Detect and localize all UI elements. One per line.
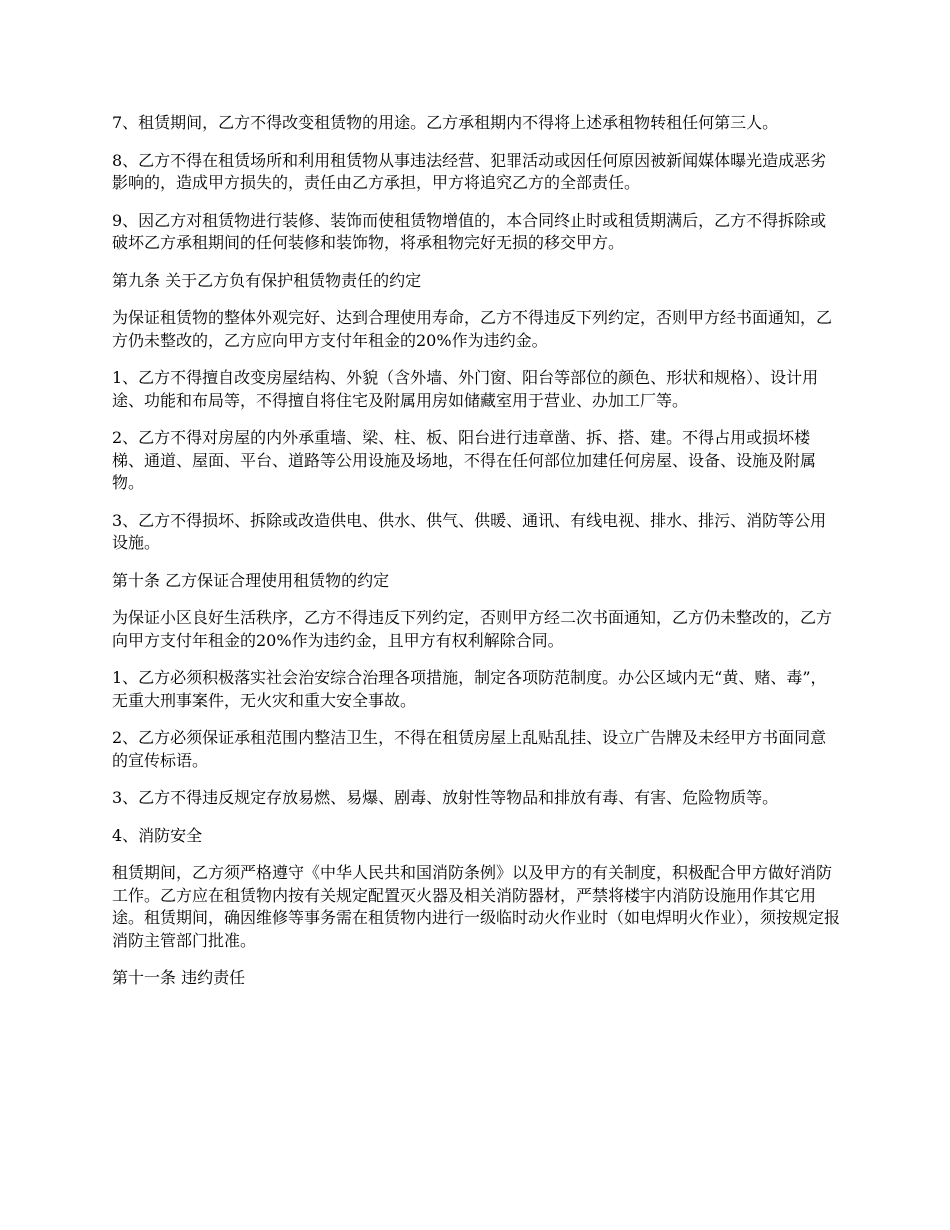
clause-9-1: 1、乙方不得擅自改变房屋结构、外貌（含外墙、外门窗、阳台等部位的颜色、形状和规格）、设计用途、功能和布局等，不得擅自将住宅及附属用房如储藏室用于营业、办加工厂等。 [112,368,819,410]
clause-10-1: 1、乙方必须积极落实社会治安综合治理各项措施，制定各项防范制度。办公区域内无“黄、赌、毒”，无重大刑事案件，无火灾和重大安全事故。 [112,668,827,710]
clause-10-3: 3、乙方不得违反规定存放易燃、易爆、剧毒、放射性等物品和排放有毒、有害、危险物质等。 [112,788,779,807]
clause-10-2: 2、乙方必须保证承租范围内整洁卫生，不得在租赁房屋上乱贴乱挂、设立广告牌及未经甲方书面同意的宣传标语。 [112,728,827,770]
clause-10-4-body: 租赁期间，乙方须严格遵守《中华人民共和国消防条例》以及甲方的有关制度，积极配合甲方做好消防工作。乙方应在租赁物内按有关规定配置灭火器及相关消防器材，严禁将楼宇内消防设施用作其它用途。租赁期间，确因维修等事务需在租赁物内进行一级临时动火作业时（如电焊明火作业），须按规定报消防主管部门批准。 [112,863,841,950]
clause-8-7: 7、租赁期间，乙方不得改变租赁物的用途。乙方承租期内不得将上述承租物转租任何第三人。 [112,113,779,132]
document-body [112,112,840,1005]
clause-10-4-heading: 4、消防安全 [112,825,203,845]
clause-8-8: 8、乙方不得在租赁场所和利用租赁物从事违法经营、犯罪活动或因任何原因被新闻媒体曝光造成恶劣影响的，造成甲方损失的，责任由乙方承担，甲方将追究乙方的全部责任。 [112,150,827,192]
article-10-heading: 第十条 乙方保证合理使用租赁物的约定 [112,570,390,590]
article-11-heading: 第十一条 违约责任 [112,968,246,987]
clause-9-3: 3、乙方不得损坏、拆除或改造供电、供水、供气、供暖、通讯、有线电视、排水、排污、消防等公用设施。 [112,510,827,552]
article-9-heading: 第九条 关于乙方负有保护租赁物责任的约定 [112,270,422,290]
clause-8-9: 9、因乙方对租赁物进行装修、装饰而使租赁物增值的，本合同终止时或租赁期满后，乙方不得拆除或破坏乙方承租期间的任何装修和装饰物，将承租物完好无损的移交甲方。 [112,210,827,252]
article-9-intro: 为保证租赁物的整体外观完好、达到合理使用寿命，乙方不得违反下列约定，否则甲方经书面通知，乙方仍未整改的，乙方应向甲方支付年租金的20%作为违约金。 [112,308,833,350]
article-10-intro: 为保证小区良好生活秩序，乙方不得违反下列约定，否则甲方经二次书面通知，乙方仍未整改的，乙方向甲方支付年租金的20%作为违约金，且甲方有权利解除合同。 [112,608,833,650]
clause-9-2: 2、乙方不得对房屋的内外承重墙、梁、柱、板、阳台进行违章凿、拆、搭、建。不得占用或损坏楼梯、通道、屋面、平台、道路等公用设施及场地，不得在任何部位加建任何房屋、设备、设施及附属物。 [112,428,817,492]
